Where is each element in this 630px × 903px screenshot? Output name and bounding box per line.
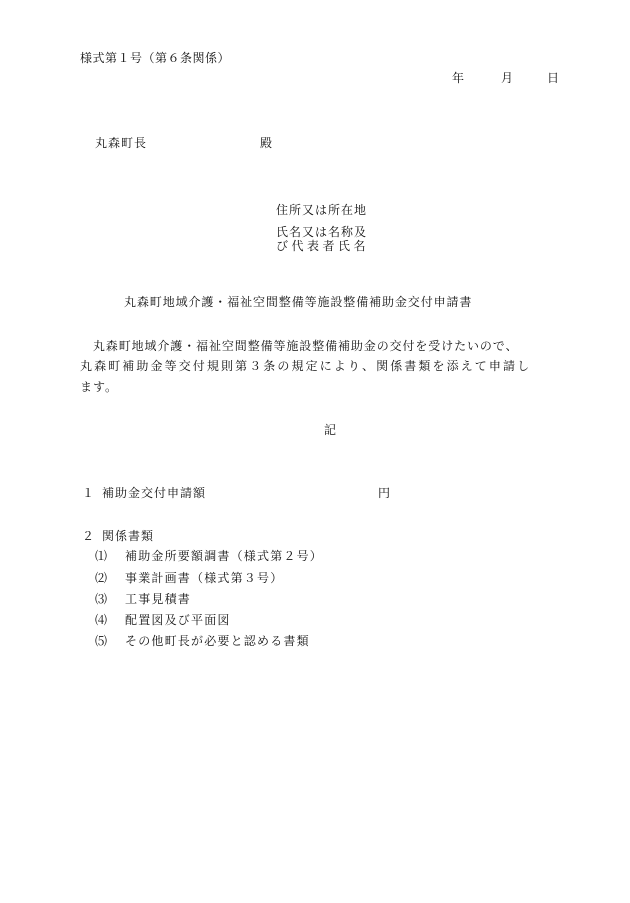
document-list-item xyxy=(95,572,395,586)
form-number: 様式第１号（第６条関係） xyxy=(80,51,231,65)
list-text: その他町長が必要と認める書類 xyxy=(125,634,310,648)
date-month-label: 月 xyxy=(501,71,514,85)
document-list-item xyxy=(95,635,395,649)
addressee-honorific: 殿 xyxy=(260,136,273,150)
body-line: ます。 xyxy=(80,380,119,394)
list-text: 事業計画書（様式第３号） xyxy=(125,571,284,585)
addressee xyxy=(95,137,285,151)
document-list-item xyxy=(95,593,395,607)
body-line: 丸森町補助金等交付規則第３条の規定により、関係書類を添えて申請し xyxy=(80,359,532,373)
document-list-item xyxy=(95,550,395,564)
item-amount xyxy=(82,487,402,501)
item-number: ２ xyxy=(82,529,95,543)
applicant-address-label: 住所又は所在地 xyxy=(276,203,368,217)
list-text: 補助金所要額調書（様式第２号） xyxy=(125,549,324,563)
list-text: 工事見積書 xyxy=(125,592,192,606)
document-list-item xyxy=(95,614,395,628)
addressee-name: 丸森町長 xyxy=(95,136,148,150)
body-line: 丸森町地域介護・福祉空間整備等施設整備補助金の交付を受けたいので、 xyxy=(80,339,519,353)
list-text: 配置図及び平面図 xyxy=(125,613,231,627)
currency-unit: 円 xyxy=(378,486,391,500)
list-number: ⑵ xyxy=(95,571,108,585)
document-title: 丸森町地域介護・福祉空間整備等施設整備補助金交付申請書 xyxy=(124,295,473,309)
list-number: ⑶ xyxy=(95,592,108,606)
record-mark: 記 xyxy=(324,423,337,437)
item-label: 関係書類 xyxy=(102,529,155,543)
date-year-label: 年 xyxy=(452,71,465,85)
applicant-name-label-line1: 氏名又は名称及 xyxy=(276,225,368,239)
date-line xyxy=(452,72,562,86)
item-documents xyxy=(82,530,402,544)
list-number: ⑸ xyxy=(95,634,108,648)
item-number: １ xyxy=(82,486,95,500)
applicant-name-label-line2: び代表者氏名 xyxy=(276,239,370,253)
list-number: ⑴ xyxy=(95,549,108,563)
item-label: 補助金交付申請額 xyxy=(102,486,207,500)
list-number: ⑷ xyxy=(95,613,108,627)
date-day-label: 日 xyxy=(547,71,560,85)
